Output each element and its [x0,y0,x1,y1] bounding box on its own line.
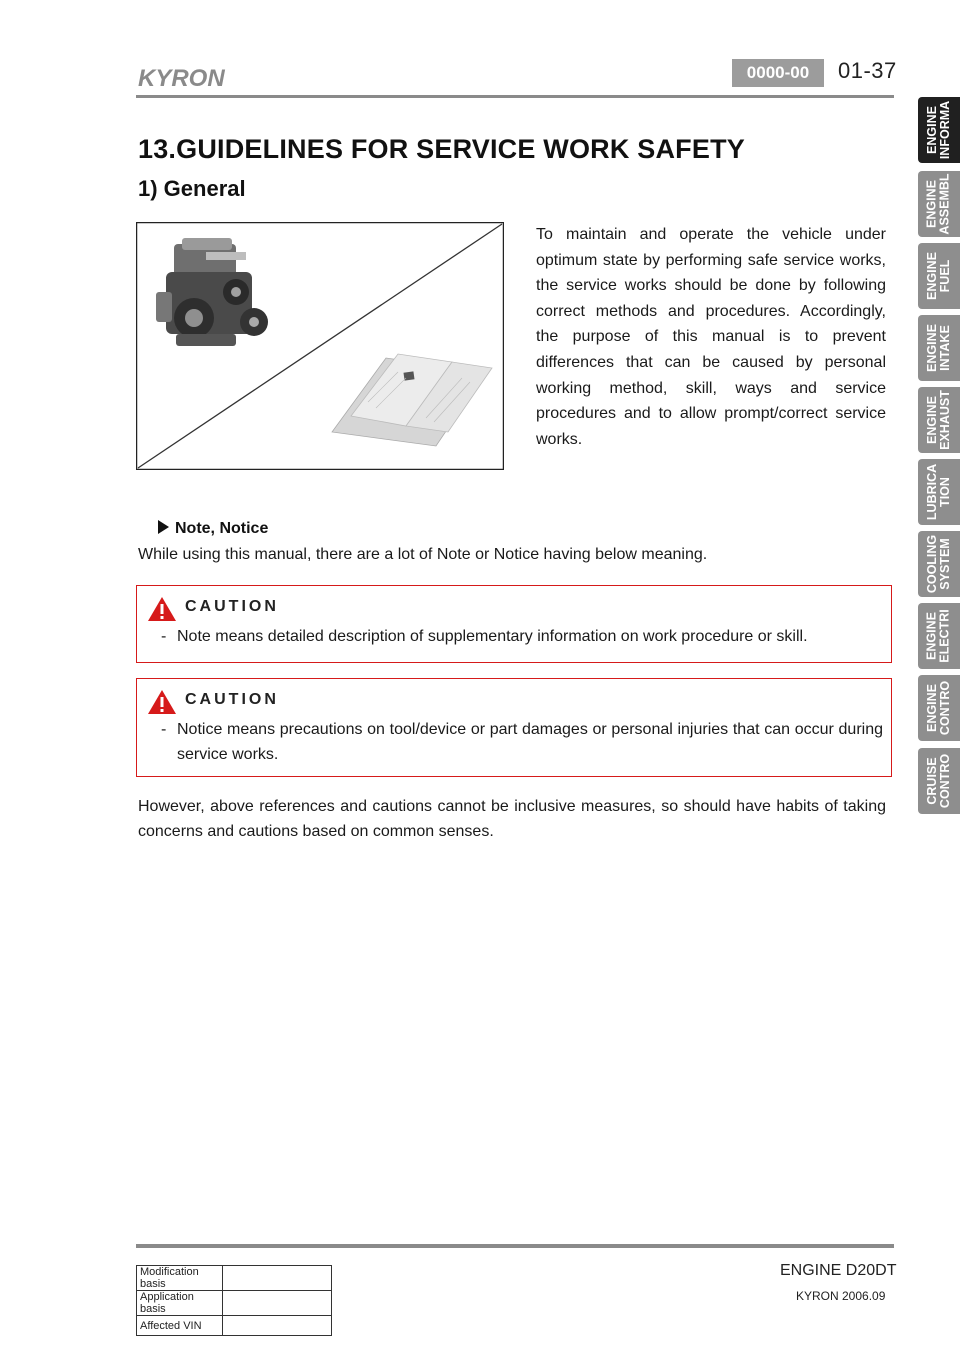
tab-label-line1: ENGINE [925,106,940,154]
side-tab-engine-assembly[interactable] [918,171,960,237]
caution-text: Note means detailed description of supplementary information on work procedure or skill. [177,628,808,645]
tab-label-line2: CONTRO [938,753,953,809]
intro-paragraph: To maintain and operate the vehicle under optimum state by performing safe service works, the service works should be done by following correct methods and procedures. Accordingly, the purpose of this manual is to prevent differences that can be caused by personal working method, skill, ways and service procedures and to allow prompt/correct service works. [536,226,886,448]
section-code-badge: 0000-00 [732,59,824,87]
note-heading-text: Note, Notice [175,520,269,537]
warning-icon [147,689,177,715]
caution-title: CAUTION [185,691,279,708]
tab-label-line2: EXHAUST [938,390,953,450]
tab-label-line1: COOLING [925,534,939,594]
tab-label-line2: INFORMA [938,100,953,160]
tab-label-line1: ENGINE [925,396,940,444]
engine-manual-figure [136,222,504,470]
tab-label-line2: TION [938,477,952,507]
tab-label-line1: CRUISE [925,757,940,805]
side-tab-engine-exhaust[interactable] [918,387,960,453]
table-cell-label: Modification basis [137,1266,223,1291]
note-heading [158,520,268,538]
side-tab-engine-intake[interactable] [918,315,960,381]
table-cell-label: Application basis [137,1291,223,1316]
list-dash: - [161,721,167,738]
model-date-label: KYRON 2006.09 [796,1289,886,1303]
closing-paragraph: However, above references and cautions cannot be inclusive measures, so should have habits of taking concerns and cautions based on common senses. [138,798,886,840]
triangle-bullet-icon [158,520,169,534]
side-tab-engine-electrical[interactable] [918,603,960,669]
table-cell-value [223,1316,332,1336]
tab-label-line1: ENGINE [925,324,939,372]
tab-label-line2: SYSTEM [938,538,952,590]
page-number: 01-37 [838,58,897,83]
tab-label-line1: ENGINE [925,180,939,228]
logo-text: KYRON [138,65,225,90]
tab-label-line2: ASSEMBL [938,173,952,235]
header-rule [136,95,894,98]
tab-label-line2: INTAKE [938,325,952,371]
page-title: 13.GUIDELINES FOR SERVICE WORK SAFETY [138,134,745,164]
caution-box-notice [136,678,892,777]
tab-label-line1: ENGINE [925,612,940,660]
tab-label-line1: LUBRICA [925,463,939,521]
engine-model-label: ENGINE D20DT [780,1262,897,1279]
note-description: While using this manual, there are a lot of Note or Notice having below meaning. [138,546,708,563]
tab-label-line2: ELECTRI [938,609,953,663]
tab-label-line1: ENGINE [925,252,939,300]
side-tab-cruise-control[interactable] [918,748,960,814]
side-tab-engine-information[interactable] [918,97,960,163]
tab-label-line1: ENGINE [925,684,940,732]
table-cell-label: Affected VIN [137,1316,223,1336]
table-row [137,1316,332,1336]
caution-body [161,717,883,767]
tab-label-line2: CONTRO [938,680,953,736]
kyron-logo [136,64,286,90]
table-cell-value [223,1266,332,1291]
caution-title: CAUTION [185,598,279,615]
section-subtitle: 1) General [138,176,246,201]
list-dash: - [161,628,167,645]
side-tab-engine-control[interactable] [918,675,960,741]
caution-box-note [136,585,892,663]
table-cell-value [223,1291,332,1316]
modification-table [136,1265,332,1336]
side-tab-engine-fuel[interactable] [918,243,960,309]
footer-rule [136,1244,894,1248]
side-tab-cooling-system[interactable] [918,531,960,597]
table-row [137,1291,332,1316]
caution-body [161,624,883,649]
caution-text: Notice means precautions on tool/device or part damages or personal injuries that can occur during service works. [177,721,883,763]
side-tab-lubrication[interactable] [918,459,960,525]
table-row [137,1266,332,1291]
warning-icon [147,596,177,622]
tab-label-line2: FUEL [938,259,952,293]
